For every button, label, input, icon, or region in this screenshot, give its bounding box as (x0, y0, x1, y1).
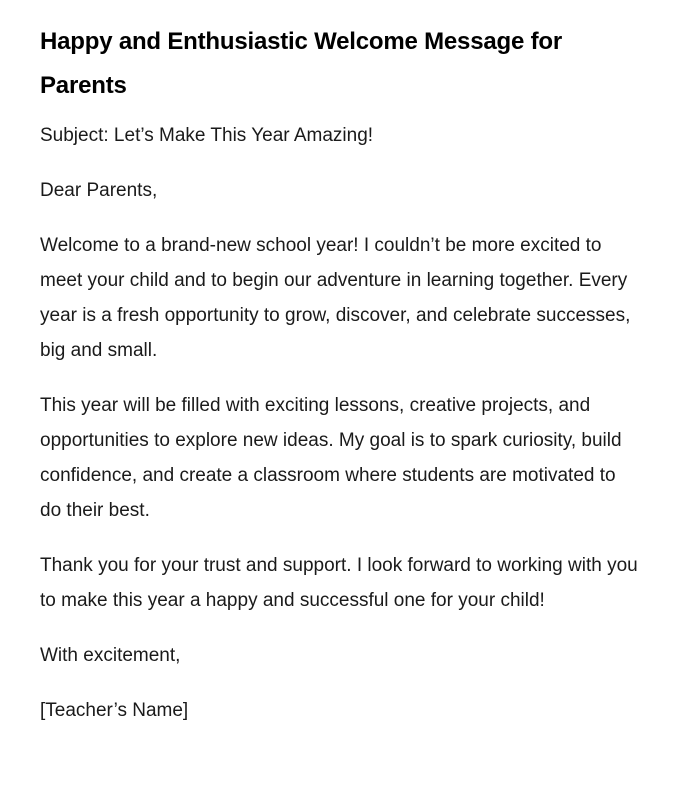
subject-line: Subject: Let’s Make This Year Amazing! (40, 125, 374, 146)
signature-placeholder: [Teacher’s Name] (40, 700, 189, 721)
body-paragraph-1: Welcome to a brand-new school year! I couldn’t be more excited to meet your child and to begin our adventure in learning together. Every year is a fresh opportunity to grow, discover, and celebrate successes, big and small. (40, 235, 631, 361)
body-paragraph-3: Thank you for your trust and support. I look forward to working with you to make this year a happy and successful one for your child! (40, 555, 638, 611)
letter-document (40, 20, 640, 748)
greeting: Dear Parents, (40, 180, 158, 201)
body-paragraph-2: This year will be filled with exciting lessons, creative projects, and opportunities to explore new ideas. My goal is to spark curiosity, build confidence, and create a classroom where students are motivated to do their best. (40, 395, 622, 521)
closing-line: With excitement, (40, 645, 181, 666)
document-title: Happy and Enthusiastic Welcome Message for Parents (40, 28, 562, 99)
